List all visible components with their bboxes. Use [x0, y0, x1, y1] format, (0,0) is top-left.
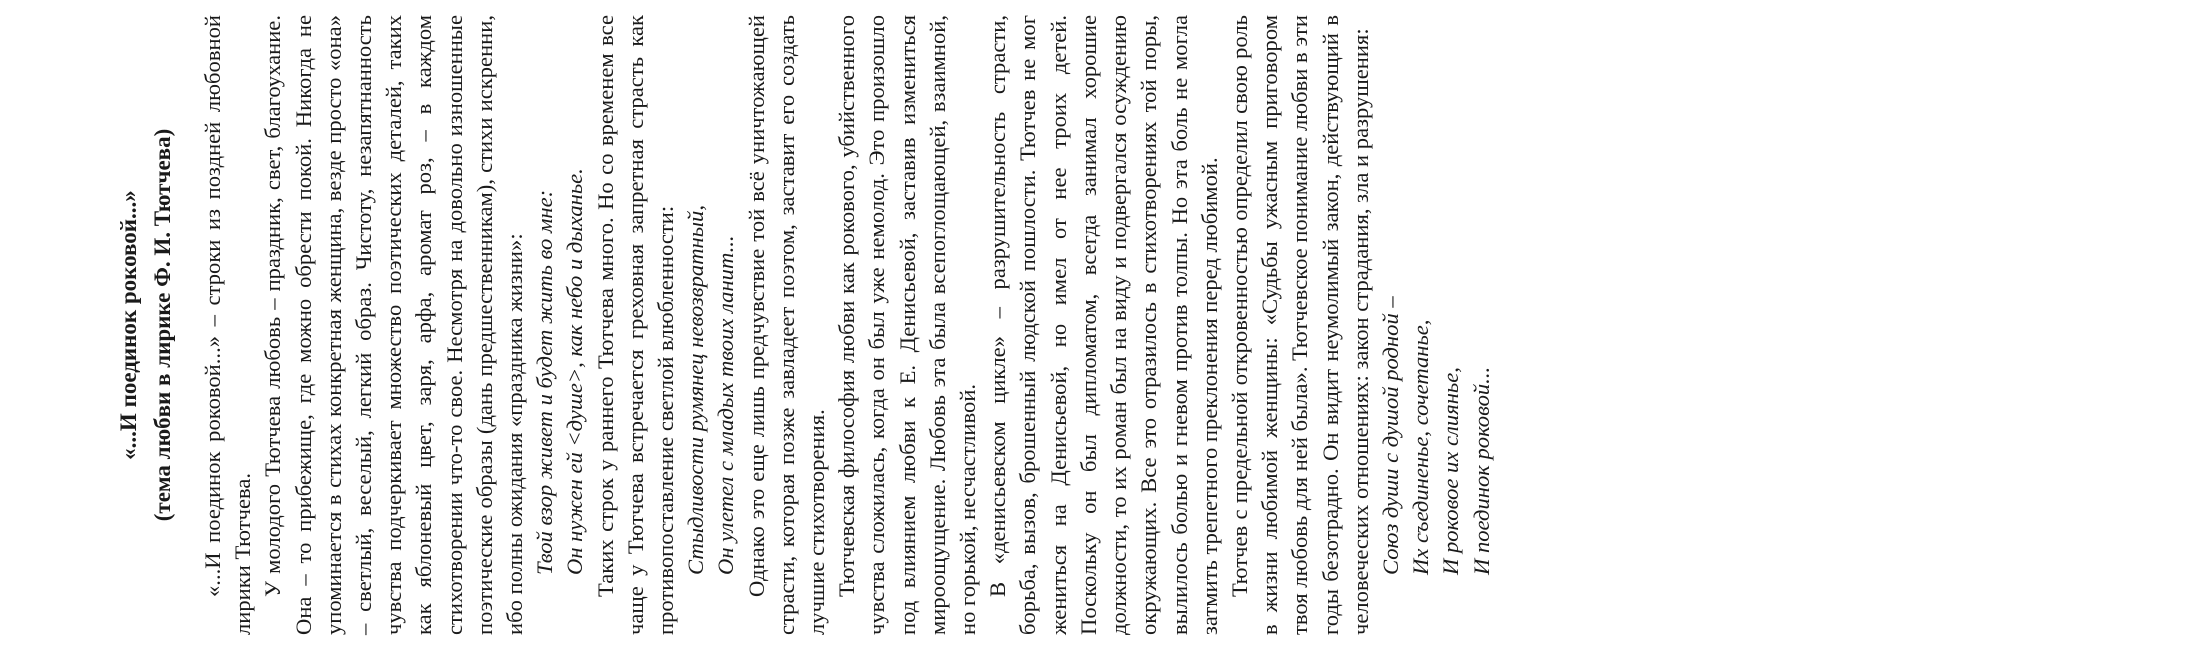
verse-line: Их съединенье, сочетанье,: [1408, 319, 1434, 575]
paragraph-premonition: Однако это еще лишь предчувствие той всё уничтожающей страсти, которая позже завладеет поэтом, заставит его создать лучшие стихотворения.: [743, 15, 830, 635]
verse-line: Союз души с душой родной –: [1377, 296, 1403, 575]
paragraph-denisyeva-cycle: В «денисьевском цикле» – разрушительность страсти, борьба, вызов, брошенный людской пошлости. Тютчев не мог жениться на Денисьевой, но имел от нее троих детей. Поскольку он был дипломатом, всегда занимал хорошие должности, то их роман был на виду и подвергался осуждению окружающих. Все это отразилось в стихотворениях той поры, вылилось болью и гневом против толпы. Но эта боль не могла затмить трепетного преклонения перед любимой.: [985, 15, 1222, 635]
article-subtitle: (тема любви в лирике Ф. И. Тютчева): [150, 128, 175, 522]
verse-line: Он улетел с младых твоих ланит...: [713, 235, 739, 575]
text-column: [112, 15, 1497, 635]
verse-line: И поединок роковой...: [1468, 366, 1494, 575]
paragraph-fate: Тютчев с предельной откровенностью определил свою роль в жизни любимой женщины: «Судьбы ужасным приговором твоя любовь для ней была». Тютчевское понимание любви в эти годы безотрадно. Он видит неумолимый закон, действующий в человеческих отношениях: закон страдания, зла и разрушения:: [1226, 15, 1373, 635]
verse-line: И роковое их слиянье,: [1438, 367, 1464, 575]
paragraph-philosophy: Тютчевская философия любви как рокового, убийственного чувства сложилась, когда он был уже немолод. Это произошло под влиянием любви к Е. Денисьевой, заставив измениться мироощущение. Любовь эта была всепоглощающей, взаимной, но горькой, несчастливой.: [834, 15, 981, 635]
article-heading: [112, 15, 180, 635]
paragraph-passion: Таких строк у раннего Тютчева много. Но со временем все чаще у Тютчева встречается греховная запретная страсть как противопоставление светлой влюбленности:: [592, 15, 679, 635]
article-title: «...И поединок роковой...»: [116, 190, 141, 460]
paragraph-young-tyutchev: У молодого Тютчева любовь – праздник, свет, благоухание. Она – то прибежище, где можно обрести покой. Никогда не упоминается в стихах конкретная женщина, везде просто «она» – светлый, веселый, легкий образ. Чистоту, незапятнанность чувства подчеркивает множество поэтических деталей, таких как яблоневый цвет, заря, арфа, аромат роз, – в каждом стихотворении что-то свое. Несмотря на довольно изношенные поэтические образы (дань предшественникам), стихи искренни, ибо полны ожидания «праздника жизни»:: [260, 15, 528, 635]
paragraph-intro: «...И поединок роковой...» – строки из поздней любовной лирики Тютчева.: [200, 15, 256, 635]
verse-line: Стыдливости румянец невозвратный,: [683, 205, 709, 575]
verse-line: Твой взор живет и будет жить во мне:: [532, 189, 558, 575]
verse-line: Он нужен ей <душе>, как небо и дыханье.: [562, 168, 588, 575]
